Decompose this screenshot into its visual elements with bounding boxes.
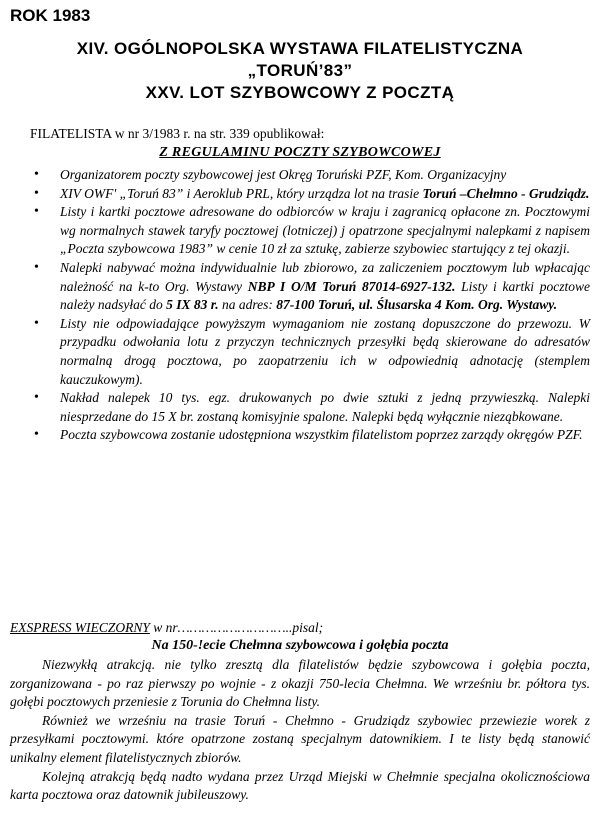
newspaper-name: EXSPRESS WIECZORNY bbox=[10, 620, 150, 635]
article-paragraph: Również we wrześniu na trasie Toruń - Chełmno - Grudziądz szybowiec przewiezie worek z przesyłkami pocztowymi. które opatrzone zostaną specjalnym datownikiem. I te listy będą stanowić unikalny element filatelistycznych zbiorów. bbox=[10, 712, 590, 765]
rule-item: • Poczta szybowcowa zostanie udostępniona wszystkim filatelistom poprzez zarządy okręgów PZF. bbox=[30, 426, 590, 445]
source-reference: w nr………………………..pisal; bbox=[149, 620, 324, 635]
rule-item: • Listy i kartki pocztowe adresowane do odbiorców w kraju i zagranicą opłacone zn. Pocztowymi wg normalnych stawek taryfy pocztowej (lotniczej) j opatrzone specjalnymi nalepkami z napisem „Poczta szybowcowa 1983” w cenie 10 zł za sztukę, zabierze szybowiec startujący z tej okazji. bbox=[30, 203, 590, 259]
rule-item: • XIV OWF' „Toruń 83” i Aeroklub PRL, który urządza lot na trasie Toruń –Chełmno - Grudziądz. bbox=[30, 185, 590, 204]
year-heading: ROK 1983 bbox=[10, 6, 91, 25]
article-body bbox=[10, 656, 590, 805]
rule-item: • Listy nie odpowiadające powyższym wymaganiom nie zostaną dopuszczone do przewozu. W przypadku odwołania lotu z przyczyn technicznych przesyłki będą skierowane do adresatów normalną drogą pocztowa, po zaopatrzeniu ich w odpowiednią adnotację (stemplem kauczukowym). bbox=[30, 315, 590, 389]
rules-list bbox=[30, 166, 590, 445]
rule-item: • Organizatorem poczty szybowcowej jest Okręg Toruński PZF, Kom. Organizacyjny bbox=[30, 166, 590, 185]
intro-line: FILATELISTA w nr 3/1983 r. na str. 339 opublikował: bbox=[30, 126, 325, 141]
rule-item: • Nakład nalepek 10 tys. egz. drukowanych po dwie sztuki z jedną przywieszką. Nalepki niesprzedane do 15 X br. zostaną komisyjnie spalone. Nalepki będą wyłącznie nieząbkowane. bbox=[30, 389, 590, 426]
article-paragraph: Niezwykłą atrakcją. nie tylko zresztą dla filatelistów będzie szybowcowa i gołębia poczta, zorganizowana - po raz pierwszy po wojnie - z okazji 750-lecia Chełmna. We wrześniu br. półtora tys. gołębi pocztowych przeniesie z Torunia do Chełmna listy. bbox=[10, 657, 590, 710]
article-paragraph: Kolejną atrakcją będą nadto wydana przez Urząd Miejski w Chełmnie specjalna okolicznościowa karta pocztowa oraz datownik jubileuszowy. bbox=[10, 768, 590, 803]
document-title bbox=[0, 38, 600, 104]
rule-item: • Nalepki nabywać można indywidualnie lub zbiorowo, za zaliczeniem pocztowym lub wpłacając należność na k-to Org. Wystawy NBP I O/M Toruń 87014-6927-132. Listy i kartki pocztowe należy nadsyłać do 5 IX 83 r. na adres: 87-100 Toruń, ul. Ślusarska 4 Kom. Org. Wystawy. bbox=[30, 259, 590, 315]
title-line-3: XXV. LOT SZYBOWCOWY Z POCZTĄ bbox=[145, 83, 455, 102]
title-line-1: XIV. OGÓLNOPOLSKA WYSTAWA FILATELISTYCZNA bbox=[76, 39, 524, 58]
rules-subheading: Z REGULAMINU POCZTY SZYBOWCOWEJ bbox=[159, 145, 441, 160]
article-title: Na 150-!ecie Chełmna szybowcowa i gołębia poczta bbox=[151, 638, 449, 653]
express-source-line bbox=[10, 620, 323, 636]
title-line-2: „TORUŃ’83” bbox=[247, 61, 353, 80]
